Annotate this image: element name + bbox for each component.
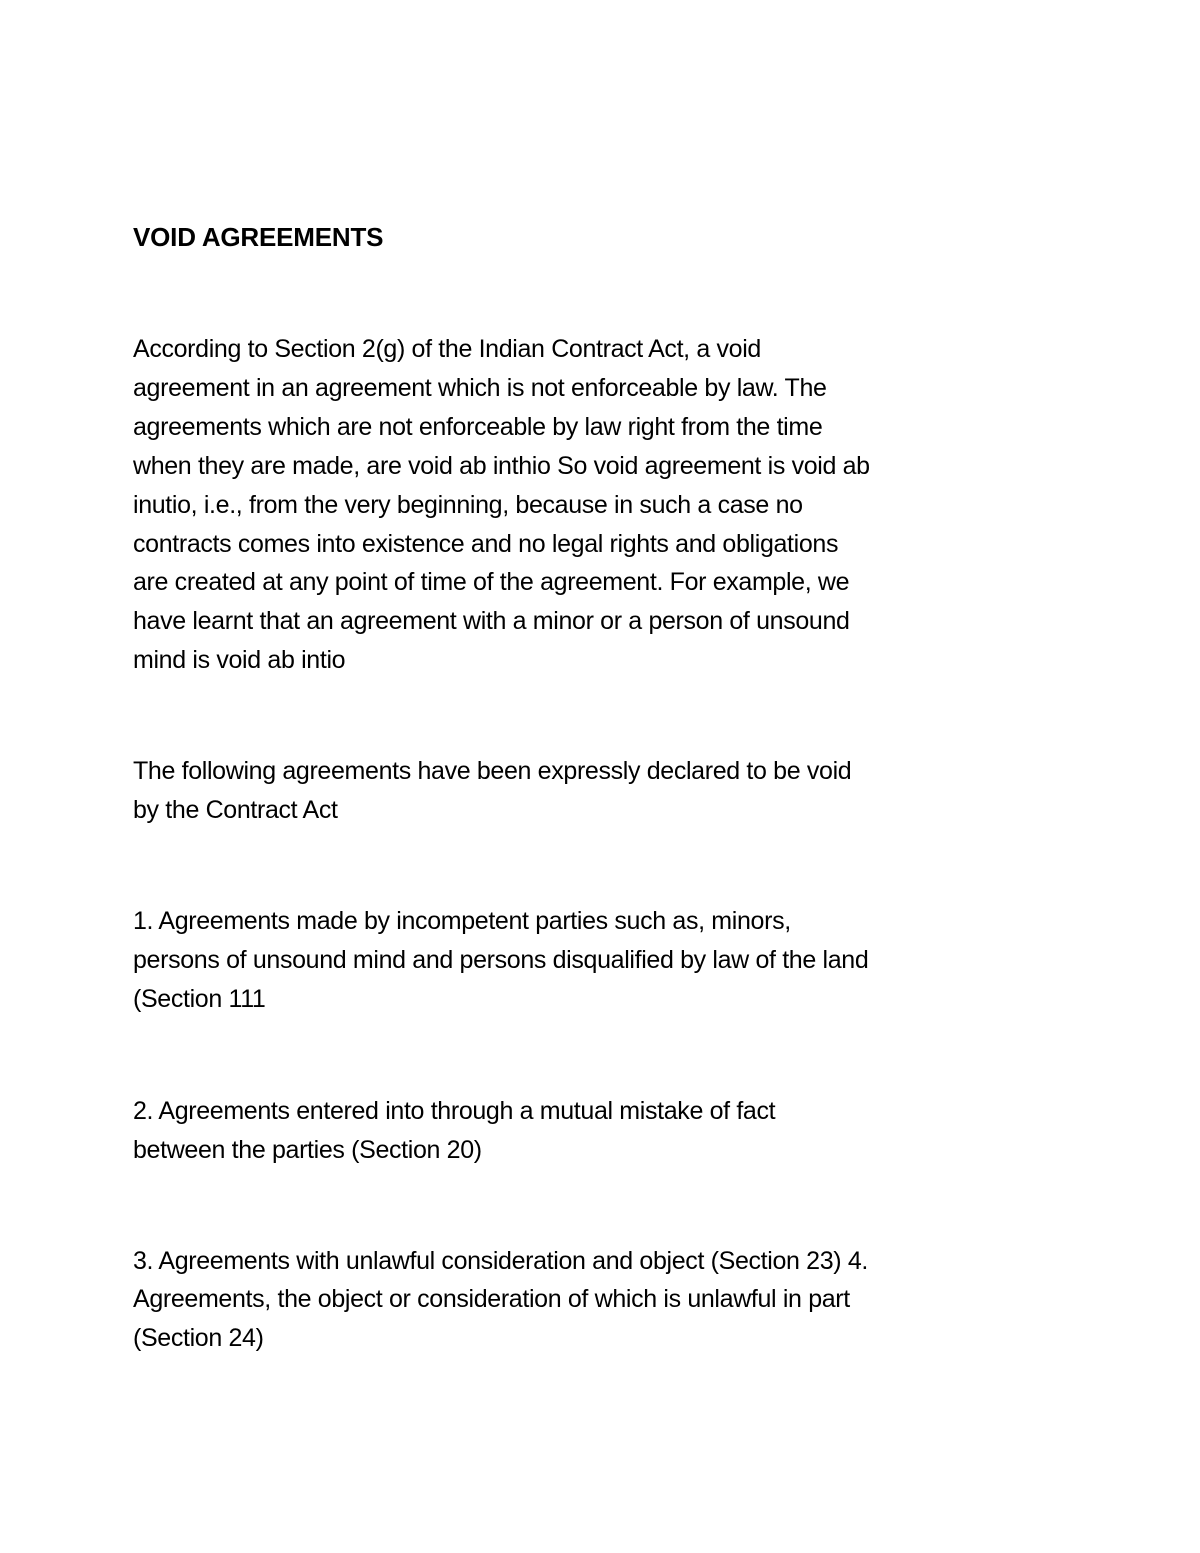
list-item-line: Agreements, the object or consideration of which is unlawful in part <box>133 1285 850 1314</box>
document-title: VOID AGREEMENTS <box>133 222 384 252</box>
list-intro-line: The following agreements have been expressly declared to be void <box>133 757 852 786</box>
intro-line: According to Section 2(g) of the Indian Contract Act, a void <box>133 335 761 363</box>
list-item-line: persons of unsound mind and persons disqualified by law of the land <box>133 945 869 974</box>
intro-line: agreement in an agreement which is not enforceable by law. The <box>133 373 827 402</box>
intro-line: are created at any point of time of the agreement. For example, we <box>133 568 850 597</box>
list-item-2 <box>133 1092 968 1170</box>
intro-line: contracts comes into existence and no legal rights and obligations <box>133 529 839 558</box>
list-item-line: 3. Agreements with unlawful consideration and object (Section 23) 4. <box>133 1246 868 1275</box>
intro-line: have learnt that an agreement with a minor or a person of unsound <box>133 607 850 636</box>
intro-line: when they are made, are void ab inthio So void agreement is void ab <box>133 451 870 480</box>
list-item-line: 2. Agreements entered into through a mutual mistake of fact <box>133 1096 776 1125</box>
document-body <box>133 218 968 1358</box>
list-item-line: (Section 111 <box>133 984 266 1013</box>
intro-line: mind is void ab intio <box>133 646 346 675</box>
list-item-3 <box>133 1242 968 1359</box>
list-item-line: between the parties (Section 20) <box>133 1135 482 1164</box>
list-item-1 <box>133 902 968 1019</box>
intro-paragraph <box>133 330 968 680</box>
list-item-line: (Section 24) <box>133 1324 264 1353</box>
intro-line: inutio, i.e., from the very beginning, because in such a case no <box>133 490 803 519</box>
list-intro-line: by the Contract Act <box>133 796 338 825</box>
intro-line: agreements which are not enforceable by law right from the time <box>133 412 823 441</box>
list-intro-paragraph <box>133 752 968 830</box>
list-item-line: 1. Agreements made by incompetent parties such as, minors, <box>133 906 791 935</box>
